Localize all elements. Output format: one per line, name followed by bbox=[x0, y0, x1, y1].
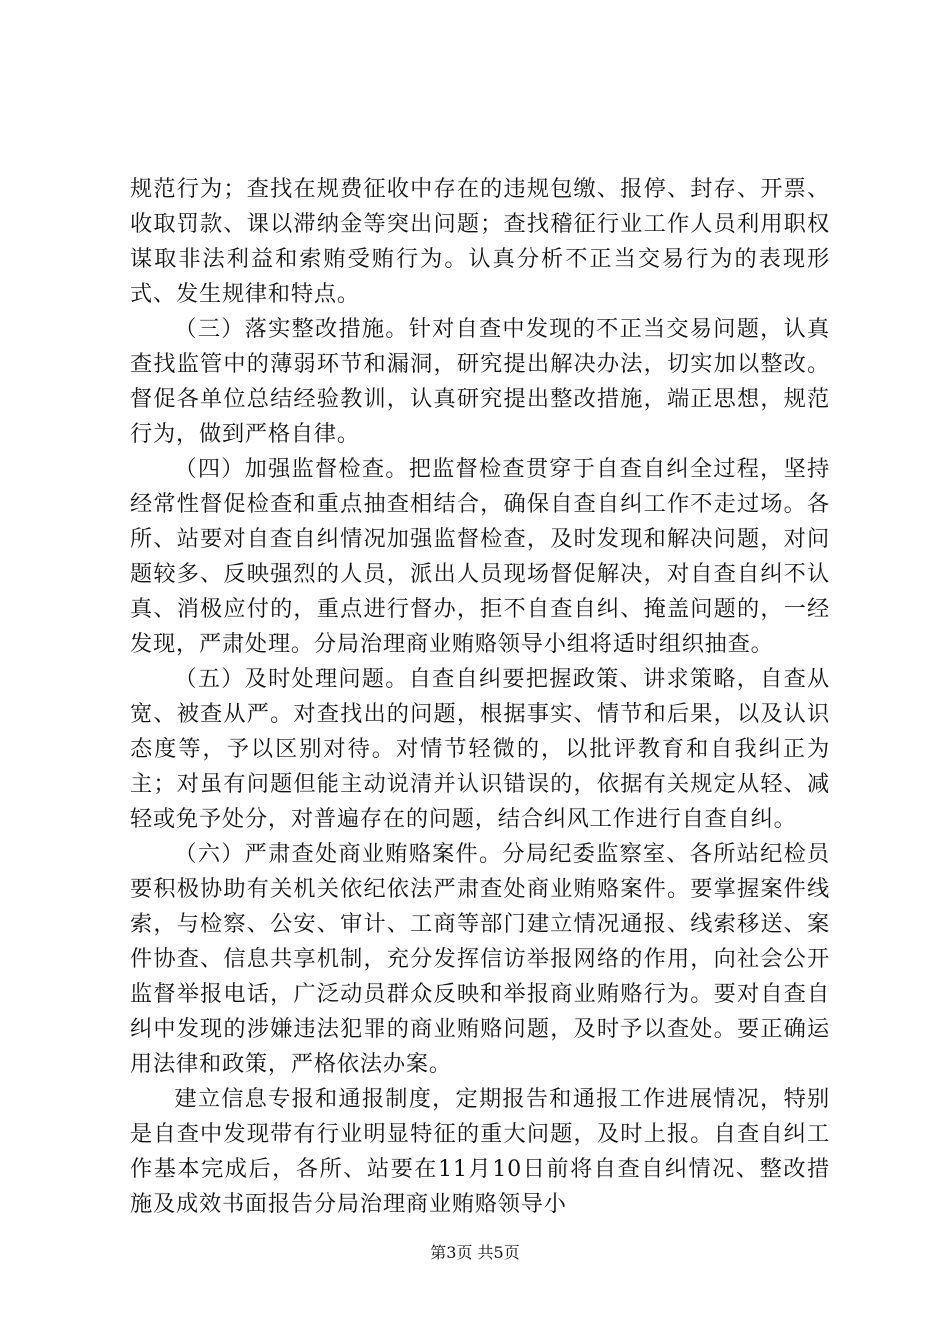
paragraph-1: 规范行为；查找在规费征收中存在的违规包缴、报停、封存、开票、收取罚款、课以滞纳金等突出问题；查找稽征行业工作人员利用职权谋取非法利益和索贿受贿行为。认真分析不正当交易行为的表现形式、发生规律和特点。 bbox=[130, 176, 830, 307]
paragraph-4: （五）及时处理问题。自查自纠要把握政策、讲求策略，自查从宽、被查从严。对查找出的问题，根据事实、情节和后果，以及认识态度等，予以区别对待。对情节轻微的，以批评教育和自我纠正为主；对虽有问题但能主动说清并认识错误的，依据有关规定从轻、减轻或免予处分，对普遍存在的问题，结合纠风工作进行自查自纠。 bbox=[130, 666, 830, 832]
paragraph-6: 建立信息专报和通报制度，定期报告和通报工作进展情况，特别是自查中发现带有行业明显特征的重大问题，及时上报。自查自纠工作基本完成后，各所、站要在11月10日前将自查自纠情况、整改措施及成效书面报告分局治理商业贿赂领导小 bbox=[130, 1086, 830, 1217]
document-body bbox=[130, 172, 830, 1222]
page-number-footer: 第3页 共5页 bbox=[430, 1243, 520, 1262]
paragraph-3: （四）加强监督检查。把监督检查贯穿于自查自纠全过程，坚持经常性督促检查和重点抽查相结合，确保自查自纠工作不走过场。各所、站要对自查自纠情况加强监督检查，及时发现和解决问题，对问题较多、反映强烈的人员，派出人员现场督促解决，对自查自纠不认真、消极应付的，重点进行督办，拒不自查自纠、掩盖问题的，一经发现，严肃处理。分局治理商业贿赂领导小组将适时组织抽查。 bbox=[130, 456, 830, 657]
paragraph-5: （六）严肃查处商业贿赂案件。分局纪委监察室、各所站纪检员要积极协助有关机关依纪依法严肃查处商业贿赂案件。要掌握案件线索，与检察、公安、审计、工商等部门建立情况通报、线索移送、案件协查、信息共享机制，充分发挥信访举报网络的作用，向社会公开监督举报电话，广泛动员群众反映和举报商业贿赂行为。要对自查自纠中发现的涉嫌违法犯罪的商业贿赂问题，及时予以查处。要正确运用法律和政策，严格依法办案。 bbox=[130, 841, 830, 1077]
paragraph-2: （三）落实整改措施。针对自查中发现的不正当交易问题，认真查找监管中的薄弱环节和漏洞，研究提出解决办法，切实加以整改。督促各单位总结经验教训，认真研究提出整改措施，端正思想，规范行为，做到严格自律。 bbox=[130, 316, 830, 447]
